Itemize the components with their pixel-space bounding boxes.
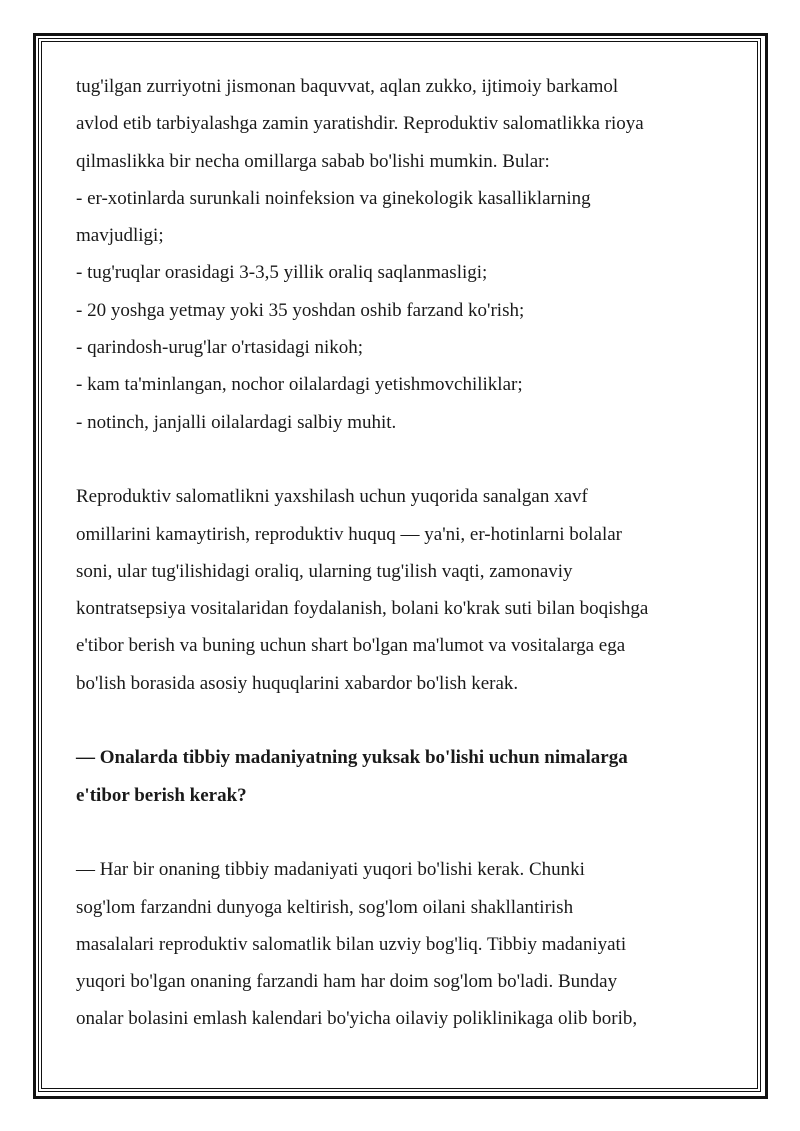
- spacer: [76, 702, 736, 739]
- paragraph-2: [76, 478, 736, 702]
- document-body: [76, 68, 736, 1038]
- text-line: sog'lom farzandni dunyoga keltirish, sog'lom oilani shakllantirish: [76, 896, 574, 918]
- text-line: omillarini kamaytirish, reproduktiv huquq — ya'ni, er-hotinlarni bolalar: [76, 523, 622, 545]
- text-line: kontratsepsiya vositalaridan foydalanish, bolani ko'krak suti bilan boqishga: [76, 598, 649, 620]
- text-line: masalalari reproduktiv salomatlik bilan uzviy bog'liq. Tibbiy madaniyati: [76, 933, 627, 955]
- text-line: — Onalarda tibbiy madaniyatning yuksak bo'lishi uchun nimalarga: [76, 747, 628, 769]
- list-item: - tug'ruqlar orasidagi 3-3,5 yillik oraliq saqlanmasligi;: [76, 262, 488, 284]
- list-item: mavjudligi;: [76, 225, 164, 247]
- paragraph-1: [76, 68, 736, 180]
- text-line: soni, ular tug'ilishidagi oraliq, ularning tug'ilish vaqti, zamonaviy: [76, 560, 573, 582]
- text-line: e'tibor berish kerak?: [76, 784, 247, 806]
- text-line: bo'lish borasida asosiy huquqlarini xabardor bo'lish kerak.: [76, 672, 519, 694]
- question-heading: [76, 739, 736, 814]
- risk-factor-list: [76, 180, 736, 441]
- list-item: - qarindosh-urug'lar o'rtasidagi nikoh;: [76, 337, 364, 359]
- text-line: Reproduktiv salomatlikni yaxshilash uchun yuqorida sanalgan xavf: [76, 486, 588, 508]
- list-item: - 20 yoshga yetmay yoki 35 yoshdan oshib farzand ko'rish;: [76, 299, 525, 321]
- text-line: tug'ilgan zurriyotni jismonan baquvvat, aqlan zukko, ijtimoiy barkamol: [76, 76, 619, 97]
- text-line: e'tibor berish va buning uchun shart bo'lgan ma'lumot va vositalarga ega: [76, 635, 626, 657]
- text-line: onalar bolasini emlash kalendari bo'yicha oilaviy poliklinikaga olib borib,: [76, 1008, 638, 1030]
- text-line: yuqori bo'lgan onaning farzandi ham har doim sog'lom bo'ladi. Bunday: [76, 971, 618, 993]
- spacer: [76, 814, 736, 851]
- answer-paragraph: [76, 851, 736, 1037]
- text-line: qilmaslikka bir necha omillarga sabab bo'lishi mumkin. Bular:: [76, 150, 550, 172]
- spacer: [76, 441, 736, 478]
- list-item: - er-xotinlarda surunkali noinfeksion va ginekologik kasalliklarning: [76, 187, 591, 209]
- text-line: avlod etib tarbiyalashga zamin yaratishdir. Reproduktiv salomatlikka rioya: [76, 113, 644, 135]
- list-item: - notinch, janjalli oilalardagi salbiy muhit.: [76, 411, 397, 433]
- text-line: — Har bir onaning tibbiy madaniyati yuqori bo'lishi kerak. Chunki: [76, 859, 585, 881]
- list-item: - kam ta'minlangan, nochor oilalardagi yetishmovchiliklar;: [76, 374, 523, 396]
